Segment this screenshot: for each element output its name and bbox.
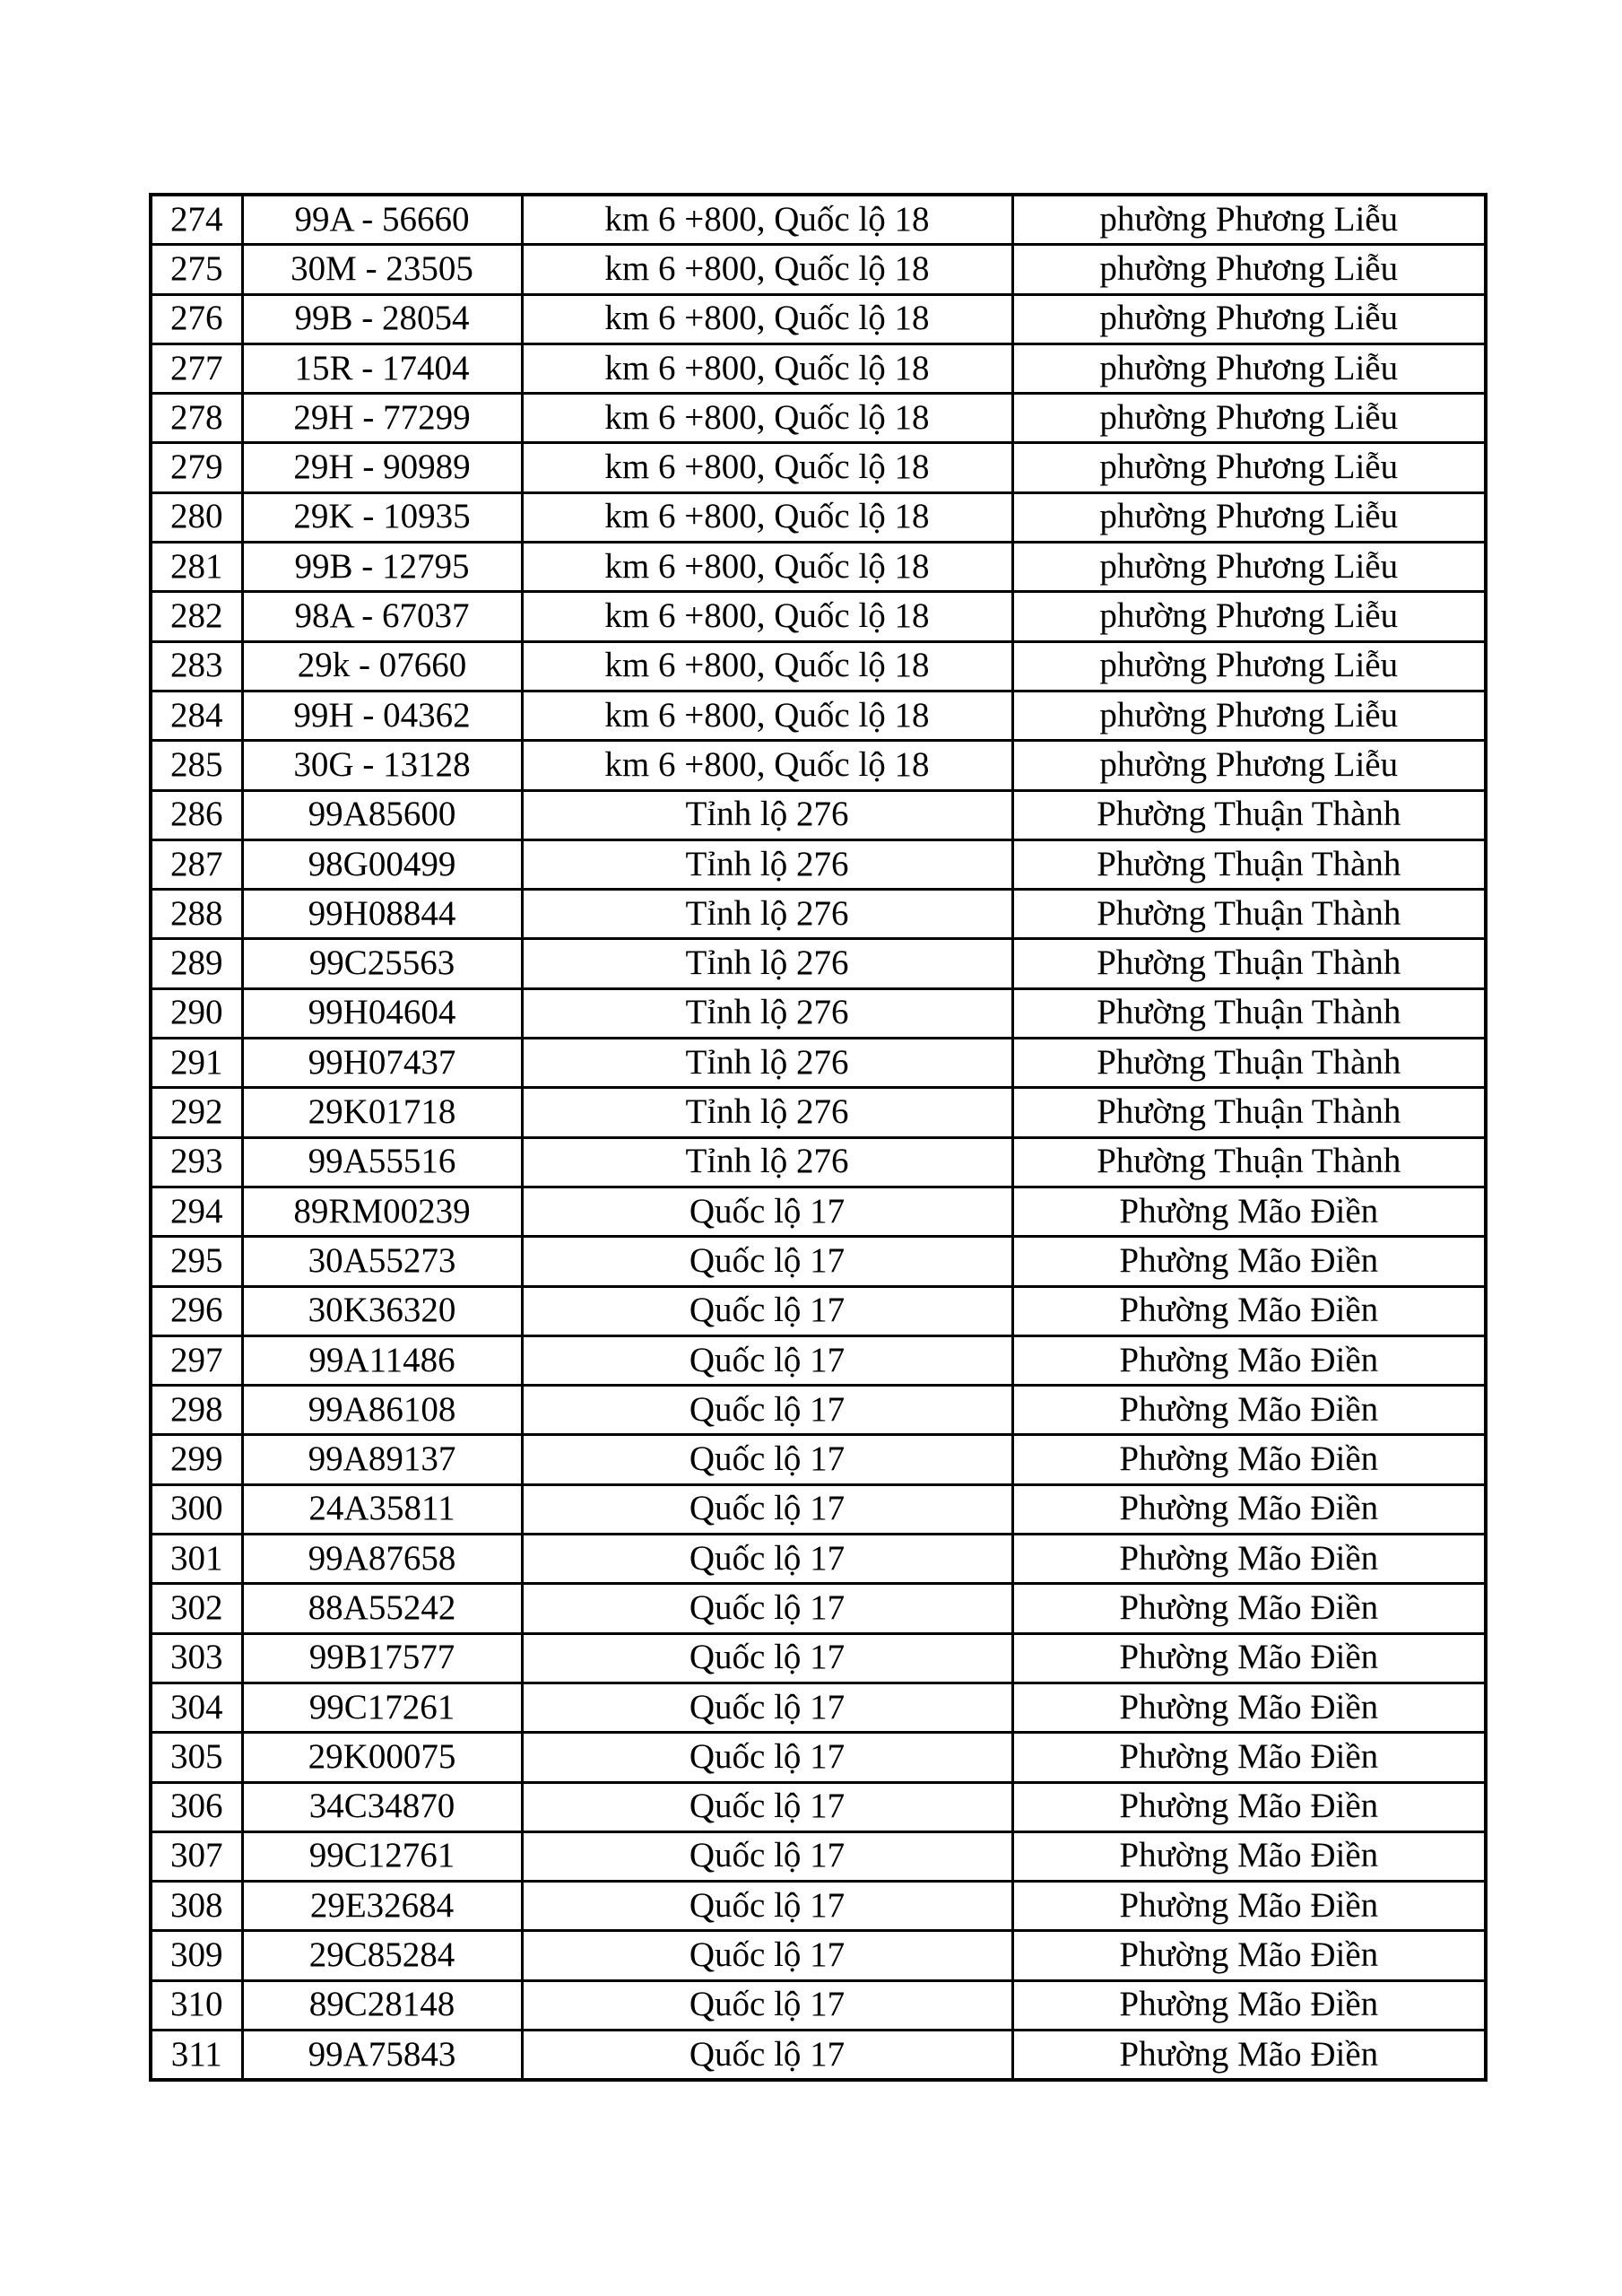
license-plate-cell: 99B - 12795: [242, 543, 522, 592]
row-number-cell: 297: [151, 1335, 242, 1385]
location-cell: Quốc lộ 17: [522, 1980, 1012, 2030]
ward-cell: Phường Mão Điền: [1012, 1683, 1486, 1732]
location-cell: km 6 +800, Quốc lộ 18: [522, 492, 1012, 542]
table-row: [151, 1039, 1486, 1088]
license-plate-cell: 29K01718: [242, 1088, 522, 1137]
license-plate-cell: 98G00499: [242, 839, 522, 889]
location-cell: km 6 +800, Quốc lộ 18: [522, 195, 1012, 245]
license-plate-cell: 34C34870: [242, 1782, 522, 1831]
table-row: [151, 543, 1486, 592]
location-cell: Tỉnh lộ 276: [522, 790, 1012, 839]
location-cell: Tỉnh lộ 276: [522, 988, 1012, 1038]
row-number-cell: 280: [151, 492, 242, 542]
ward-cell: phường Phương Liễu: [1012, 245, 1486, 294]
location-cell: Quốc lộ 17: [522, 2030, 1012, 2080]
location-cell: Quốc lộ 17: [522, 1386, 1012, 1435]
license-plate-cell: 99B17577: [242, 1633, 522, 1683]
ward-cell: Phường Thuận Thành: [1012, 890, 1486, 939]
location-cell: Quốc lộ 17: [522, 1733, 1012, 1782]
ward-cell: Phường Mão Điền: [1012, 1980, 1486, 2030]
row-number-cell: 294: [151, 1187, 242, 1236]
table-row: [151, 741, 1486, 790]
row-number-cell: 304: [151, 1683, 242, 1732]
location-cell: Quốc lộ 17: [522, 1633, 1012, 1683]
row-number-cell: 292: [151, 1088, 242, 1137]
license-plate-cell: 99C12761: [242, 1831, 522, 1881]
table-row: [151, 1633, 1486, 1683]
location-cell: Quốc lộ 17: [522, 1237, 1012, 1286]
location-cell: Quốc lộ 17: [522, 1435, 1012, 1484]
location-cell: Tỉnh lộ 276: [522, 839, 1012, 889]
row-number-cell: 274: [151, 195, 242, 245]
license-plate-cell: 30K36320: [242, 1286, 522, 1335]
ward-cell: phường Phương Liễu: [1012, 741, 1486, 790]
location-cell: km 6 +800, Quốc lộ 18: [522, 641, 1012, 691]
table-row: [151, 1435, 1486, 1484]
table-row: [151, 195, 1486, 245]
ward-cell: Phường Thuận Thành: [1012, 1039, 1486, 1088]
ward-cell: Phường Mão Điền: [1012, 1187, 1486, 1236]
row-number-cell: 285: [151, 741, 242, 790]
table-row: [151, 1335, 1486, 1385]
table-row: [151, 1187, 1486, 1236]
location-cell: Tỉnh lộ 276: [522, 1137, 1012, 1187]
table-row: [151, 641, 1486, 691]
location-cell: Tỉnh lộ 276: [522, 939, 1012, 988]
row-number-cell: 276: [151, 294, 242, 344]
table-row: [151, 1931, 1486, 1980]
row-number-cell: 308: [151, 1882, 242, 1931]
license-plate-cell: 29H - 90989: [242, 443, 522, 492]
table-row: [151, 1286, 1486, 1335]
ward-cell: phường Phương Liễu: [1012, 344, 1486, 393]
location-cell: Tỉnh lộ 276: [522, 1088, 1012, 1137]
location-cell: Tỉnh lộ 276: [522, 890, 1012, 939]
ward-cell: Phường Thuận Thành: [1012, 939, 1486, 988]
location-cell: km 6 +800, Quốc lộ 18: [522, 443, 1012, 492]
ward-cell: Phường Mão Điền: [1012, 1335, 1486, 1385]
row-number-cell: 291: [151, 1039, 242, 1088]
location-cell: Quốc lộ 17: [522, 1931, 1012, 1980]
license-plate-cell: 29H - 77299: [242, 394, 522, 443]
row-number-cell: 279: [151, 443, 242, 492]
ward-cell: phường Phương Liễu: [1012, 294, 1486, 344]
table-row: [151, 1484, 1486, 1534]
location-cell: Quốc lộ 17: [522, 1831, 1012, 1881]
table-row: [151, 492, 1486, 542]
license-plate-cell: 99H04604: [242, 988, 522, 1038]
location-cell: Quốc lộ 17: [522, 1882, 1012, 1931]
location-cell: Quốc lộ 17: [522, 1535, 1012, 1584]
license-plate-cell: 89C28148: [242, 1980, 522, 2030]
row-number-cell: 299: [151, 1435, 242, 1484]
license-plate-cell: 30A55273: [242, 1237, 522, 1286]
ward-cell: Phường Mão Điền: [1012, 1286, 1486, 1335]
license-plate-cell: 30M - 23505: [242, 245, 522, 294]
location-cell: Quốc lộ 17: [522, 1584, 1012, 1633]
ward-cell: phường Phương Liễu: [1012, 691, 1486, 740]
license-plate-cell: 89RM00239: [242, 1187, 522, 1236]
ward-cell: Phường Mão Điền: [1012, 1535, 1486, 1584]
table-body: [151, 195, 1486, 2080]
row-number-cell: 293: [151, 1137, 242, 1187]
row-number-cell: 281: [151, 543, 242, 592]
license-plate-cell: 99A86108: [242, 1386, 522, 1435]
row-number-cell: 295: [151, 1237, 242, 1286]
table-row: [151, 1733, 1486, 1782]
row-number-cell: 303: [151, 1633, 242, 1683]
row-number-cell: 298: [151, 1386, 242, 1435]
ward-cell: phường Phương Liễu: [1012, 195, 1486, 245]
license-plate-cell: 29C85284: [242, 1931, 522, 1980]
ward-cell: Phường Thuận Thành: [1012, 790, 1486, 839]
ward-cell: Phường Mão Điền: [1012, 1733, 1486, 1782]
license-plate-table: [149, 193, 1488, 2082]
table-row: [151, 691, 1486, 740]
location-cell: km 6 +800, Quốc lộ 18: [522, 741, 1012, 790]
ward-cell: phường Phương Liễu: [1012, 641, 1486, 691]
ward-cell: Phường Mão Điền: [1012, 1386, 1486, 1435]
license-plate-cell: 99C17261: [242, 1683, 522, 1732]
row-number-cell: 301: [151, 1535, 242, 1584]
row-number-cell: 309: [151, 1931, 242, 1980]
ward-cell: Phường Mão Điền: [1012, 2030, 1486, 2080]
ward-cell: phường Phương Liễu: [1012, 492, 1486, 542]
license-plate-cell: 99H - 04362: [242, 691, 522, 740]
license-plate-cell: 88A55242: [242, 1584, 522, 1633]
row-number-cell: 310: [151, 1980, 242, 2030]
row-number-cell: 307: [151, 1831, 242, 1881]
location-cell: km 6 +800, Quốc lộ 18: [522, 543, 1012, 592]
table-row: [151, 1237, 1486, 1286]
license-plate-cell: 29E32684: [242, 1882, 522, 1931]
ward-cell: Phường Mão Điền: [1012, 1484, 1486, 1534]
ward-cell: Phường Thuận Thành: [1012, 988, 1486, 1038]
row-number-cell: 311: [151, 2030, 242, 2080]
location-cell: Quốc lộ 17: [522, 1484, 1012, 1534]
license-plate-cell: 99C25563: [242, 939, 522, 988]
table-row: [151, 1882, 1486, 1931]
table-row: [151, 294, 1486, 344]
location-cell: km 6 +800, Quốc lộ 18: [522, 691, 1012, 740]
table-row: [151, 1584, 1486, 1633]
row-number-cell: 286: [151, 790, 242, 839]
ward-cell: phường Phương Liễu: [1012, 394, 1486, 443]
location-cell: Quốc lộ 17: [522, 1335, 1012, 1385]
license-plate-cell: 15R - 17404: [242, 344, 522, 393]
row-number-cell: 302: [151, 1584, 242, 1633]
license-plate-cell: 99A85600: [242, 790, 522, 839]
row-number-cell: 306: [151, 1782, 242, 1831]
ward-cell: Phường Mão Điền: [1012, 1584, 1486, 1633]
ward-cell: Phường Mão Điền: [1012, 1435, 1486, 1484]
location-cell: km 6 +800, Quốc lộ 18: [522, 592, 1012, 641]
license-plate-cell: 30G - 13128: [242, 741, 522, 790]
license-plate-cell: 99A55516: [242, 1137, 522, 1187]
location-cell: km 6 +800, Quốc lộ 18: [522, 394, 1012, 443]
license-plate-cell: 98A - 67037: [242, 592, 522, 641]
ward-cell: Phường Mão Điền: [1012, 1931, 1486, 1980]
table-row: [151, 1088, 1486, 1137]
ward-cell: Phường Mão Điền: [1012, 1633, 1486, 1683]
row-number-cell: 282: [151, 592, 242, 641]
license-plate-cell: 29K - 10935: [242, 492, 522, 542]
license-plate-cell: 99B - 28054: [242, 294, 522, 344]
row-number-cell: 296: [151, 1286, 242, 1335]
table-row: [151, 890, 1486, 939]
row-number-cell: 277: [151, 344, 242, 393]
table-row: [151, 1535, 1486, 1584]
ward-cell: phường Phương Liễu: [1012, 543, 1486, 592]
row-number-cell: 305: [151, 1733, 242, 1782]
table-row: [151, 1980, 1486, 2030]
row-number-cell: 287: [151, 839, 242, 889]
table-row: [151, 1782, 1486, 1831]
table-row: [151, 443, 1486, 492]
table-row: [151, 939, 1486, 988]
license-plate-cell: 99H08844: [242, 890, 522, 939]
table-row: [151, 2030, 1486, 2080]
table-row: [151, 1831, 1486, 1881]
table-row: [151, 839, 1486, 889]
location-cell: Quốc lộ 17: [522, 1683, 1012, 1732]
table-row: [151, 245, 1486, 294]
location-cell: km 6 +800, Quốc lộ 18: [522, 294, 1012, 344]
row-number-cell: 278: [151, 394, 242, 443]
row-number-cell: 289: [151, 939, 242, 988]
table-row: [151, 988, 1486, 1038]
table-row: [151, 1386, 1486, 1435]
row-number-cell: 283: [151, 641, 242, 691]
table-row: [151, 1683, 1486, 1732]
ward-cell: Phường Mão Điền: [1012, 1782, 1486, 1831]
license-plate-cell: 99A11486: [242, 1335, 522, 1385]
license-plate-cell: 99A75843: [242, 2030, 522, 2080]
location-cell: Tỉnh lộ 276: [522, 1039, 1012, 1088]
location-cell: Quốc lộ 17: [522, 1782, 1012, 1831]
table-row: [151, 394, 1486, 443]
location-cell: km 6 +800, Quốc lộ 18: [522, 245, 1012, 294]
ward-cell: phường Phương Liễu: [1012, 443, 1486, 492]
license-plate-cell: 99A87658: [242, 1535, 522, 1584]
ward-cell: Phường Mão Điền: [1012, 1237, 1486, 1286]
row-number-cell: 288: [151, 890, 242, 939]
row-number-cell: 284: [151, 691, 242, 740]
row-number-cell: 275: [151, 245, 242, 294]
location-cell: Quốc lộ 17: [522, 1286, 1012, 1335]
row-number-cell: 300: [151, 1484, 242, 1534]
table-row: [151, 344, 1486, 393]
ward-cell: phường Phương Liễu: [1012, 592, 1486, 641]
license-plate-cell: 99A89137: [242, 1435, 522, 1484]
table-row: [151, 592, 1486, 641]
license-plate-cell: 29K00075: [242, 1733, 522, 1782]
location-cell: Quốc lộ 17: [522, 1187, 1012, 1236]
table-row: [151, 1137, 1486, 1187]
table-row: [151, 790, 1486, 839]
location-cell: km 6 +800, Quốc lộ 18: [522, 344, 1012, 393]
license-plate-cell: 29k - 07660: [242, 641, 522, 691]
ward-cell: Phường Mão Điền: [1012, 1831, 1486, 1881]
ward-cell: Phường Thuận Thành: [1012, 1088, 1486, 1137]
ward-cell: Phường Mão Điền: [1012, 1882, 1486, 1931]
row-number-cell: 290: [151, 988, 242, 1038]
ward-cell: Phường Thuận Thành: [1012, 1137, 1486, 1187]
ward-cell: Phường Thuận Thành: [1012, 839, 1486, 889]
license-plate-cell: 99H07437: [242, 1039, 522, 1088]
license-plate-cell: 99A - 56660: [242, 195, 522, 245]
license-plate-cell: 24A35811: [242, 1484, 522, 1534]
